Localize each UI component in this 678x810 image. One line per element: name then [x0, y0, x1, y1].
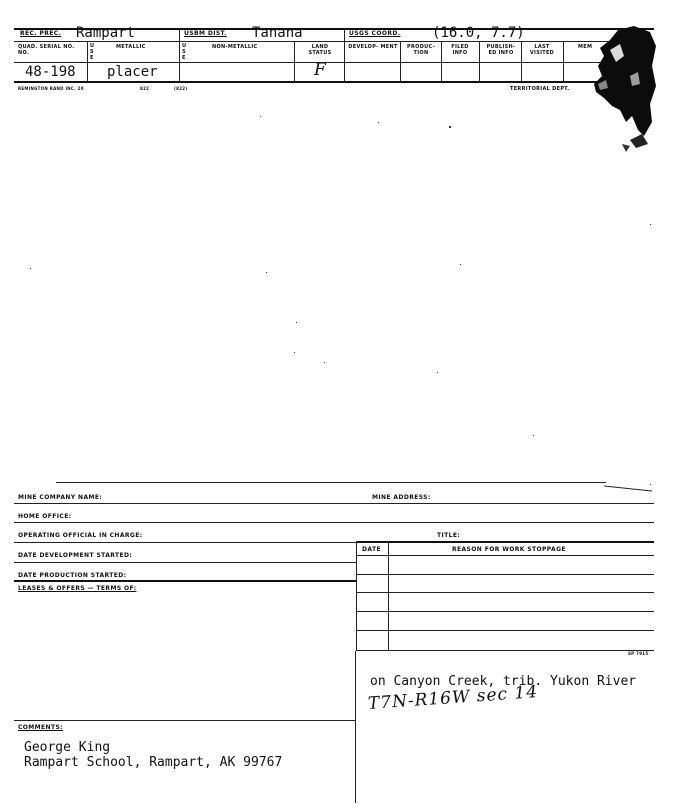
form-code: 822: [140, 86, 150, 91]
date-production-label: DATE PRODUCTION STARTED:: [18, 572, 127, 579]
metallic-value: placer: [107, 64, 158, 80]
comments-label: COMMENTS:: [18, 724, 63, 731]
header-rule-2: [14, 41, 654, 42]
date-development-label: DATE DEVELOPMENT STARTED:: [18, 552, 133, 559]
usbm-dist-label: USBM DIST.: [184, 30, 227, 37]
land-status-label: LAND STATUS: [308, 44, 332, 56]
rec-prec-label: REC. PREC.: [20, 30, 62, 37]
usbm-dist-value: Tanana: [252, 25, 303, 41]
scan-speck: [533, 435, 534, 436]
territorial-dept-label: TERRITORIAL DEPT.: [510, 86, 570, 92]
rule-comments: [14, 720, 356, 721]
vline-8: [521, 41, 522, 81]
form-top-rule: [56, 482, 606, 483]
vline-1: [87, 41, 88, 81]
scan-speck: [266, 272, 267, 273]
metallic-label: METALLIC: [116, 44, 146, 50]
filed-info-label: FILED INFO: [451, 44, 469, 56]
vline-6: [441, 41, 442, 81]
home-office-label: HOME OFFICE:: [18, 513, 72, 520]
use-nonmetallic-letters: U S E: [182, 43, 187, 61]
location-note: on Canyon Creek, trib. Yukon River: [370, 674, 637, 689]
usgs-coord-label: USGS COORD.: [349, 30, 401, 37]
nonmetallic-label: NON-METALLIC: [212, 44, 258, 50]
handwritten-note: T7N-R16W sec 14: [367, 682, 539, 714]
title-label: TITLE:: [437, 532, 461, 539]
scan-speck: [460, 264, 461, 265]
vline-5: [400, 41, 401, 81]
torn-corner-image: [590, 26, 658, 156]
scan-speck: [650, 484, 651, 485]
scan-speck: [294, 352, 295, 353]
rule-company: [14, 503, 654, 504]
scan-speck: [30, 268, 31, 269]
header-bottom-rule: [14, 81, 610, 83]
last-visited-label: LAST VISITED: [529, 44, 555, 56]
form-code-paren: (822): [174, 86, 188, 91]
stoppage-row-4: [356, 630, 654, 631]
usgs-coord-value: (16.0, 7.7): [432, 25, 525, 41]
stoppage-date-divider: [388, 541, 389, 651]
rule-official: [14, 542, 356, 543]
operating-official-label: OPERATING OFFICIAL IN CHARGE:: [18, 532, 143, 539]
stoppage-date-label: DATE: [362, 546, 381, 553]
rule-date-dev: [14, 562, 356, 563]
quad-serial-label: QUAD. SERIAL NO. NO.: [18, 44, 75, 56]
scan-speck: [296, 322, 297, 323]
stoppage-row-3: [356, 611, 654, 612]
right-column-rule: [355, 651, 356, 803]
development-label: DEVELOP- MENT: [348, 44, 398, 50]
memo-label: MEM: [578, 44, 593, 50]
stoppage-row-2: [356, 592, 654, 593]
comments-line-1: George King: [24, 740, 111, 755]
published-info-label: PUBLISH- ED INFO: [486, 44, 516, 56]
vline-7: [479, 41, 480, 81]
comments-line-2: Rampart School, Rampart, AK 99767: [24, 755, 283, 770]
leases-label: LEASES & OFFERS — TERMS OF:: [18, 585, 137, 592]
scan-speck: [378, 122, 379, 123]
rule-date-prod: [14, 580, 356, 582]
quad-serial-value: 48-198: [25, 64, 76, 80]
vline-9: [563, 41, 564, 81]
rule-title: [356, 541, 654, 543]
rule-home-office: [14, 522, 654, 523]
printer-imprint: REMINGTON RAND INC. 20: [18, 86, 84, 91]
mine-address-label: MINE ADDRESS:: [372, 494, 431, 501]
scan-speck: [260, 116, 261, 117]
stoppage-header-rule: [356, 555, 654, 556]
torn-line: [604, 485, 652, 493]
land-status-value: F: [314, 60, 326, 80]
scan-speck: [650, 224, 651, 225]
form-number: SP 7915: [628, 651, 649, 656]
vline-2: [179, 28, 180, 81]
stoppage-row-1: [356, 574, 654, 575]
scan-speck: [324, 362, 325, 363]
vline-3: [294, 41, 295, 81]
vline-4: [344, 28, 345, 81]
stoppage-row-5: [356, 650, 654, 651]
scan-speck: [437, 372, 438, 373]
stoppage-left-rule: [356, 541, 357, 651]
use-metallic-letters: U S E: [90, 43, 95, 61]
mine-company-label: MINE COMPANY NAME:: [18, 494, 103, 501]
scan-speck: [449, 126, 451, 128]
stoppage-reason-label: REASON FOR WORK STOPPAGE: [452, 546, 566, 553]
production-label: PRODUC- TION: [407, 44, 435, 56]
rec-prec-value: Rampart: [76, 25, 136, 41]
